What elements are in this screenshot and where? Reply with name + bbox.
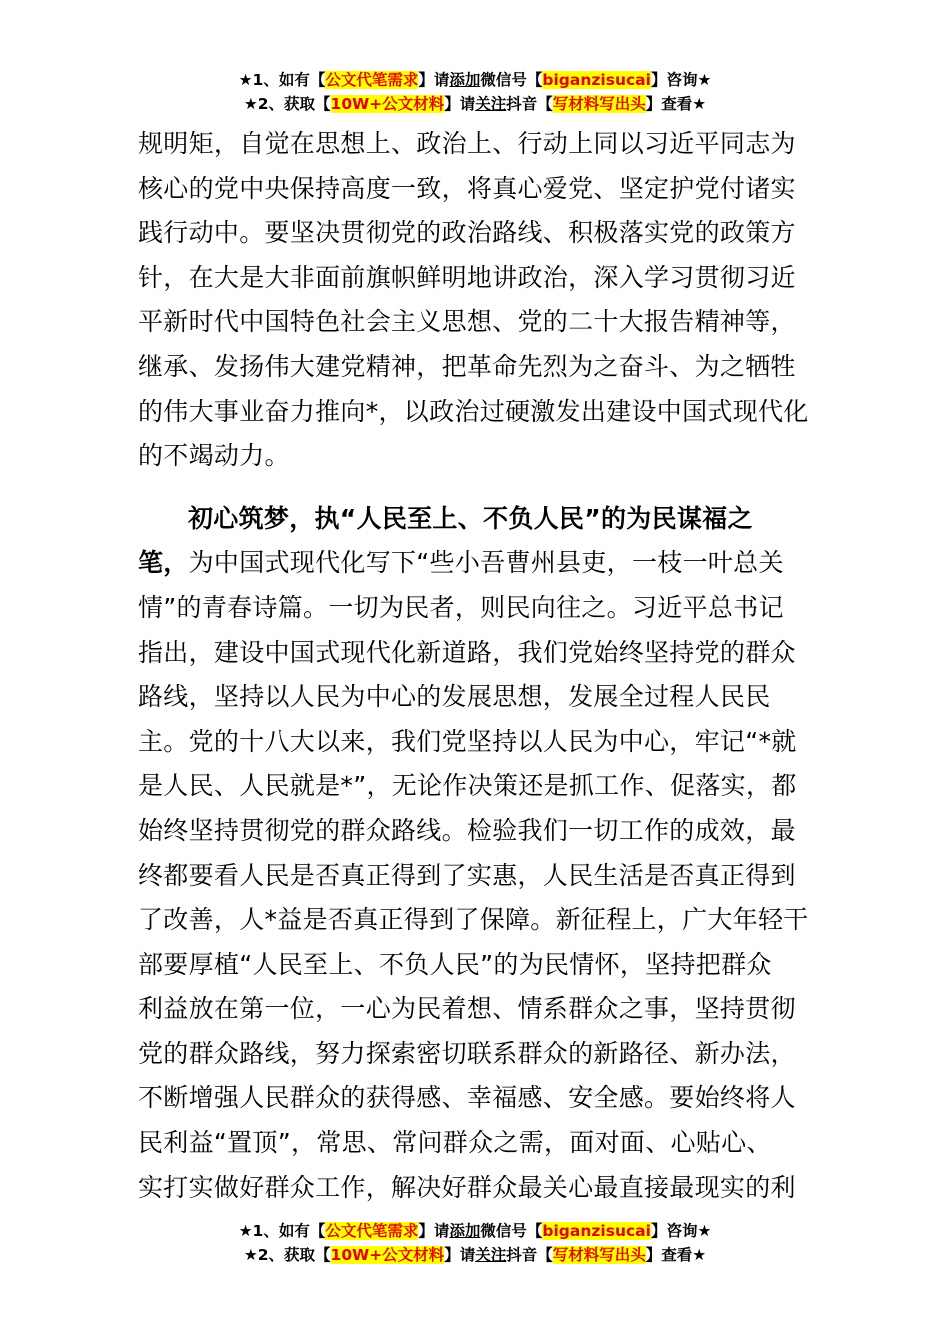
text-line: 的伟大事业奋力推向*，以政治过硬激发出建设中国式现代化: [138, 396, 809, 426]
text-line: 主。党的十八大以来，我们党坚持以人民为中心，牢记“*就: [138, 726, 797, 756]
text-line: 针，在大是大非面前旗帜鲜明地讲政治，深入学习贯彻习近: [138, 262, 796, 292]
text-line: 不断增强人民群众的获得感、幸福感、安全感。要始终将人: [138, 1083, 796, 1113]
text-line: 规明矩，自觉在思想上、政治上、行动上同以习近平同志为: [138, 129, 796, 158]
footer-line-1: ★1、如有【公文代笔需求】请添加微信号【biganzisucai】咨询★: [238, 1222, 712, 1240]
footer-banner: [0, 1219, 950, 1267]
douyin-highlight: 写材料写出头: [552, 1246, 646, 1264]
text-line: 始终坚持贯彻党的群众路线。检验我们一切工作的成效，最: [138, 815, 796, 845]
text-line: 笔，为中国式现代化写下“些小吾曹州县吏，一枝一叶总关: [138, 548, 784, 578]
text-line: 部要厚植“人民至上、不负人民”的为民情怀，坚持把群众: [138, 949, 772, 979]
wechat-id-highlight: biganzisucai: [542, 71, 651, 89]
header-banner: [0, 68, 950, 116]
text-line: 党的群众路线，努力探索密切联系群众的新路径、新办法，: [138, 1038, 796, 1068]
wechat-id-highlight: biganzisucai: [542, 1222, 651, 1240]
text-line: 的不竭动力。: [138, 441, 290, 471]
paragraph-2: [138, 497, 818, 1211]
materials-highlight: 10W+公文材料: [330, 95, 445, 113]
footer-line-2: ★2、获取【10W+公文材料】请关注抖音【写材料写出头】查看★: [243, 1246, 707, 1264]
text-line: 情”的青春诗篇。一切为民者，则民向往之。习近平总书记: [138, 592, 784, 622]
section-heading: 初心筑梦，执“人民至上、不负人民”的为民谋福之: [188, 503, 753, 533]
header-line-1: ★1、如有【公文代笔需求】请添加微信号【biganzisucai】咨询★: [238, 71, 712, 89]
text-line: 利益放在第一位，一心为民着想、情系群众之事，坚持贯彻: [138, 994, 796, 1024]
materials-highlight: 10W+公文材料: [330, 1246, 445, 1264]
text-line: 实打实做好群众工作，解决好群众最关心最直接最现实的利: [138, 1172, 796, 1202]
text-line: 继承、发扬伟大建党精神，把革命先烈为之奋斗、为之牺牲: [138, 351, 796, 381]
text-line: 践行动中。要坚决贯彻党的政治路线、积极落实党的政策方: [138, 218, 796, 248]
paragraph-1: [138, 122, 818, 479]
text-line: 平新时代中国特色社会主义思想、党的二十大报告精神等，: [138, 307, 796, 337]
text-line: 是人民、人民就是*”，无论作决策还是抓工作、促落实，都: [138, 771, 797, 801]
document-body: [138, 122, 818, 1210]
text-line: 了改善，人*益是否真正得到了保障。新征程上，广大年轻干: [138, 905, 809, 935]
text-line: 核心的党中央保持高度一致，将真心爱党、坚定护党付诸实: [138, 173, 796, 203]
text-line: 终都要看人民是否真正得到了实惠，人民生活是否真正得到: [138, 860, 796, 890]
service-highlight: 公文代笔需求: [325, 71, 419, 89]
text-line: 指出，建设中国式现代化新道路，我们党始终坚持党的群众: [138, 637, 796, 667]
service-highlight: 公文代笔需求: [325, 1222, 419, 1240]
text-line: 路线，坚持以人民为中心的发展思想，发展全过程人民民: [138, 682, 771, 712]
text-line: 民利益“置顶”，常思、常问群众之需，面对面、心贴心、: [138, 1128, 772, 1158]
douyin-highlight: 写材料写出头: [552, 95, 646, 113]
header-line-2: ★2、获取【10W+公文材料】请关注抖音【写材料写出头】查看★: [243, 95, 707, 113]
